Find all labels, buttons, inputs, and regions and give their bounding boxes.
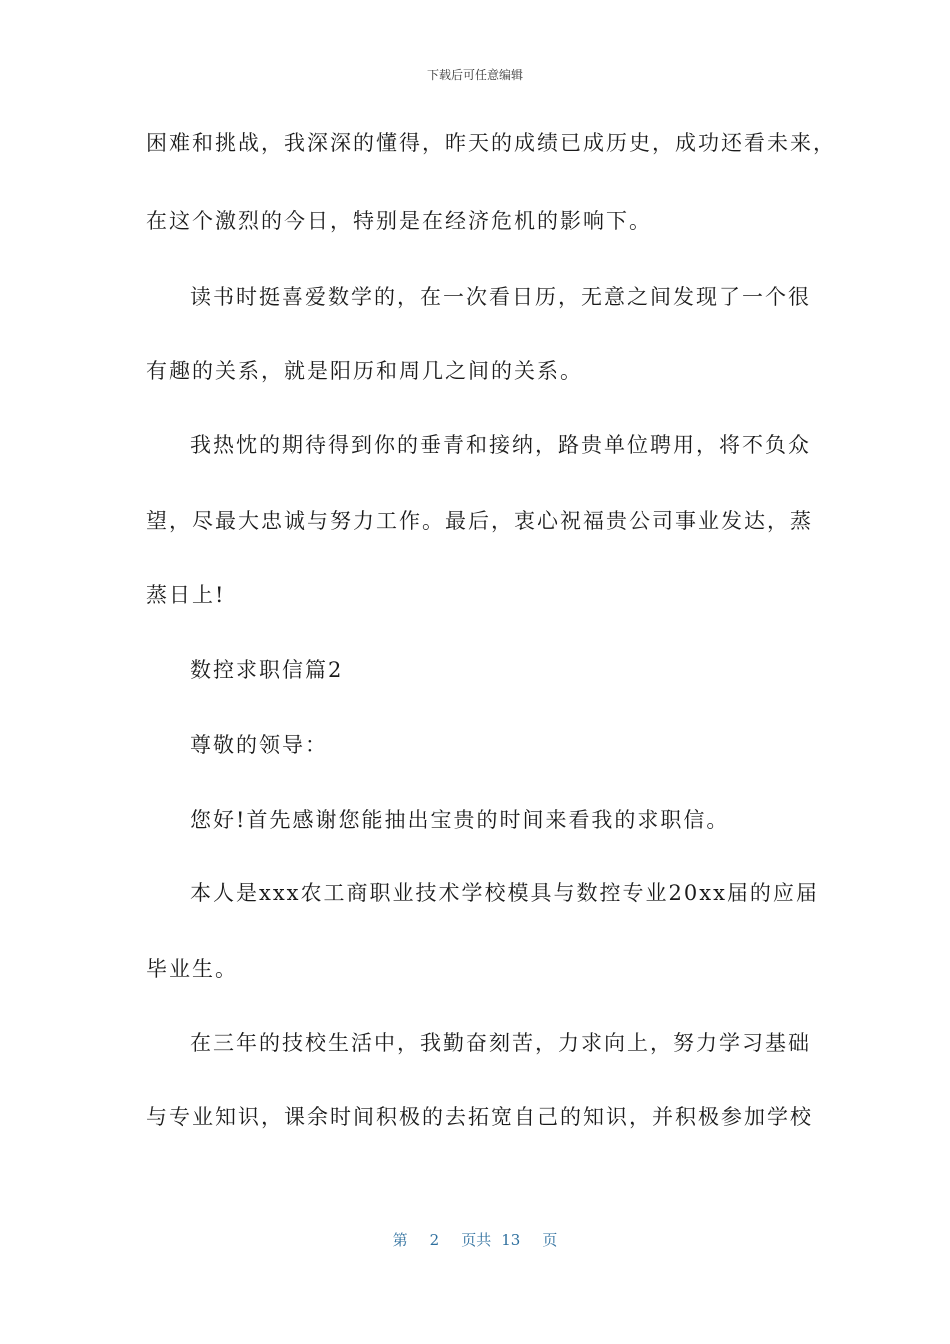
paragraph-line: 有趣的关系，就是阳历和周几之间的关系。: [146, 359, 583, 383]
footer-current-page: 2: [429, 1231, 440, 1249]
paragraph-line: 您好!首先感谢您能抽出宝贵的时间来看我的求职信。: [190, 808, 730, 832]
paragraph-line: 我热忱的期待得到你的垂青和接纳，路贵单位聘用，将不负众: [190, 433, 811, 457]
paragraph-line: 读书时挺喜爱数学的，在一次看日历，无意之间发现了一个很: [190, 285, 811, 309]
paragraph-line: 蒸日上!: [146, 583, 226, 607]
footer-total-pages: 13: [501, 1231, 521, 1249]
paragraph-line: 望，尽最大忠诚与努力工作。最后，衷心祝福贵公司事业发达，蒸: [146, 509, 813, 533]
footer-suffix: 页: [542, 1231, 558, 1249]
paragraph-line: 毕业生。: [146, 957, 238, 981]
page-footer: [0, 1229, 950, 1250]
paragraph-line: 本人是xxx农工商职业技术学校模具与数控专业20xx届的应届: [190, 881, 819, 905]
footer-middle: 页共: [461, 1231, 492, 1249]
paragraph-line: 困难和挑战，我深深的懂得，昨天的成绩已成历史，成功还看未来，: [146, 131, 836, 155]
paragraph-line: 在三年的技校生活中，我勤奋刻苦，力求向上，努力学习基础: [190, 1031, 811, 1055]
footer-prefix: 第: [392, 1231, 408, 1249]
paragraph-line: 在这个激烈的今日，特别是在经济危机的影响下。: [146, 209, 652, 233]
page-header: 下载后可任意编辑: [426, 68, 523, 82]
salutation: 尊敬的领导：: [190, 733, 328, 757]
paragraph-line: 与专业知识，课余时间积极的去拓宽自己的知识，并积极参加学校: [146, 1105, 813, 1129]
section-heading: 数控求职信篇2: [190, 658, 344, 682]
